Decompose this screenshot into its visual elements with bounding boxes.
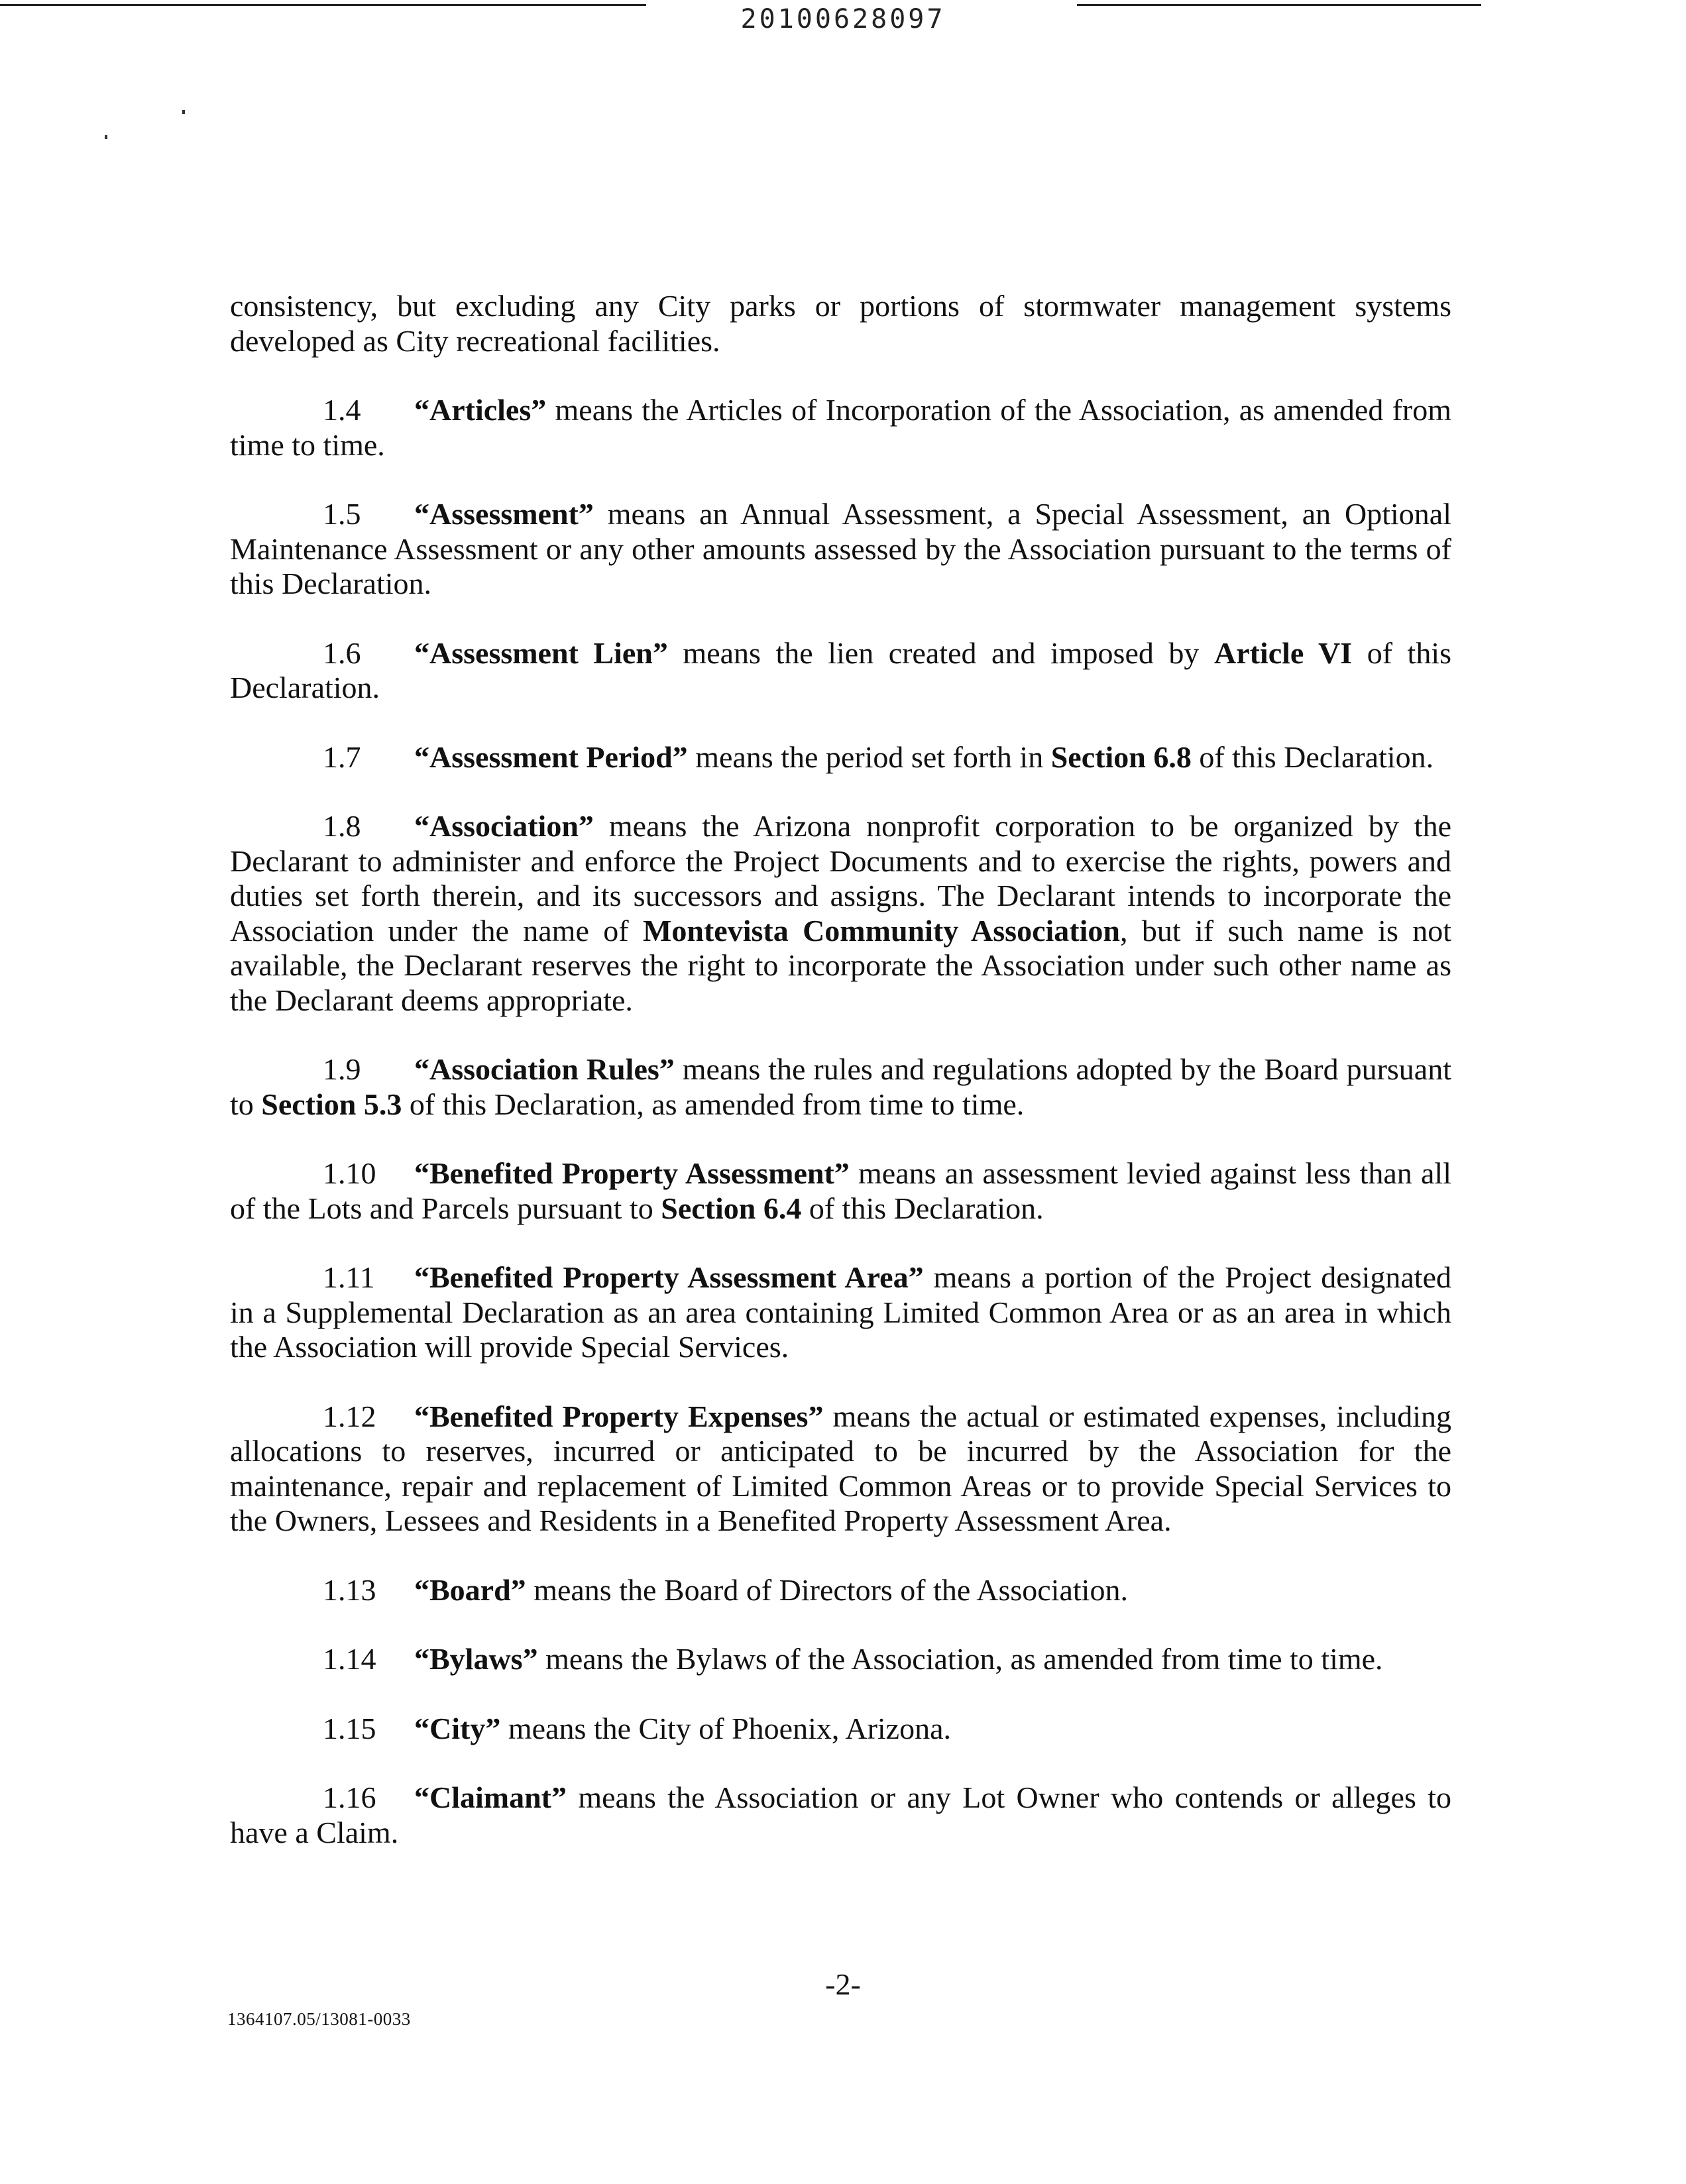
- definition-term: “City”: [414, 1711, 501, 1745]
- definition-number: 1.5: [323, 497, 361, 531]
- bold-reference: Section 6.8: [1050, 739, 1192, 774]
- intro-paragraph: consistency, but excluding any City parks or portions of stormwater management systems developed as City recreational facilities.: [230, 289, 1451, 358]
- definition-term: “Claimant”: [414, 1780, 567, 1814]
- definition-text: means the Association or any Lot Owner who contends or alleges to have a Claim.: [230, 1780, 1451, 1849]
- definition-text: means the period set forth in: [687, 739, 1051, 774]
- definition-item: [230, 1052, 1451, 1122]
- definition-number: 1.10: [323, 1156, 376, 1190]
- definition-item: [230, 1260, 1451, 1365]
- definition-text: means the City of Phoenix, Arizona.: [500, 1711, 951, 1745]
- page-number: -2-: [825, 1967, 861, 2001]
- definition-term: “Benefited Property Assessment”: [414, 1156, 850, 1190]
- definition-item: [230, 809, 1451, 1018]
- document-id: 1364107.05/13081-0033: [227, 2009, 411, 2029]
- bold-reference: Montevista Community Association: [642, 913, 1120, 948]
- definition-item: [230, 1780, 1451, 1850]
- definition-number: 1.7: [323, 739, 361, 774]
- definition-term: “Association”: [414, 809, 594, 843]
- definition-item: [230, 1399, 1451, 1539]
- definition-term: “Articles”: [414, 393, 547, 427]
- definition-number: 1.9: [323, 1052, 361, 1086]
- definition-text: means a portion of the Project designated in a Supplemental Declaration as an area containing Limited Common Area or as an area in which the Association will provide Special Services.: [230, 1260, 1451, 1364]
- definition-item: [230, 1573, 1451, 1608]
- definition-term: “Assessment Lien”: [414, 635, 668, 670]
- definition-text: means an Annual Assessment, a Special Assessment, an Optional Maintenance Assessment or any other amounts assessed by the Association pursuant to the terms of this Declaration.: [230, 497, 1451, 600]
- definition-number: 1.15: [323, 1711, 376, 1745]
- definition-text: means an assessment levied against less than all of the Lots and Parcels pursuant to: [230, 1156, 1451, 1225]
- definition-item: [230, 1156, 1451, 1226]
- definition-number: 1.6: [323, 635, 361, 670]
- definition-term: “Assessment”: [414, 497, 594, 531]
- definition-item: [230, 1712, 1451, 1747]
- definition-term: “Board”: [414, 1572, 526, 1607]
- scan-speck: [182, 110, 185, 114]
- definition-number: 1.8: [323, 809, 361, 843]
- definition-number: 1.11: [323, 1260, 375, 1294]
- definition-text: of this Declaration, as amended from time to time.: [402, 1087, 1025, 1121]
- definition-text: means the Arizona nonprofit corporation to be organized by the Declarant to administer and enforce the Project Documents and to exercise the rights, powers and duties set forth therein, and its successors and assigns. The Declarant intends to incorporate the Association under the name of: [230, 809, 1451, 948]
- definition-item: [230, 393, 1451, 463]
- definition-term: “Association Rules”: [414, 1052, 675, 1086]
- definition-item: [230, 740, 1451, 775]
- definition-text: means the Board of Directors of the Association.: [526, 1572, 1128, 1607]
- definition-number: 1.16: [323, 1780, 376, 1814]
- definition-term: “Benefited Property Assessment Area”: [414, 1260, 924, 1294]
- definition-text: of this Declaration.: [230, 635, 1452, 704]
- definition-number: 1.4: [323, 393, 361, 427]
- definition-number: 1.12: [323, 1399, 376, 1433]
- definition-text: means the rules and regulations adopted by the Board pursuant to: [230, 1052, 1451, 1121]
- definition-text: of this Declaration.: [801, 1191, 1044, 1225]
- bold-reference: Section 5.3: [261, 1087, 402, 1121]
- definition-item: [230, 636, 1451, 706]
- definition-text: means the lien created and imposed by: [667, 635, 1214, 670]
- definition-item: [230, 1642, 1451, 1677]
- definition-text: means the Bylaws of the Association, as amended from time to time.: [537, 1642, 1383, 1676]
- definition-term: “Assessment Period”: [414, 739, 688, 774]
- definition-term: “Benefited Property Expenses”: [414, 1399, 824, 1433]
- definition-text: , but if such name is not available, the Declarant reserves the right to incorporate the Association under such other name as the Declarant deems appropriate.: [230, 913, 1451, 1017]
- bold-reference: Article VI: [1213, 635, 1353, 670]
- definition-term: “Bylaws”: [414, 1642, 538, 1676]
- definitions-list: [230, 393, 1451, 1850]
- document-body: [230, 289, 1451, 1850]
- definition-number: 1.13: [323, 1572, 376, 1607]
- definition-text: of this Declaration.: [1191, 739, 1434, 774]
- definition-item: [230, 497, 1451, 602]
- scan-speck: [105, 135, 107, 139]
- recording-number: 20100628097: [740, 4, 946, 34]
- definition-text: means the actual or estimated expenses, including allocations to reserves, incurred or anticipated to be incurred by the Association for the maintenance, repair and replacement of Limited Common Areas or to provide Special Services to the Owners, Lessees and Residents in a Benefited Property Assessment Area.: [230, 1399, 1451, 1537]
- definition-text: means the Articles of Incorporation of the Association, as amended from time to time.: [230, 393, 1451, 462]
- definition-number: 1.14: [323, 1642, 376, 1676]
- bold-reference: Section 6.4: [661, 1191, 802, 1225]
